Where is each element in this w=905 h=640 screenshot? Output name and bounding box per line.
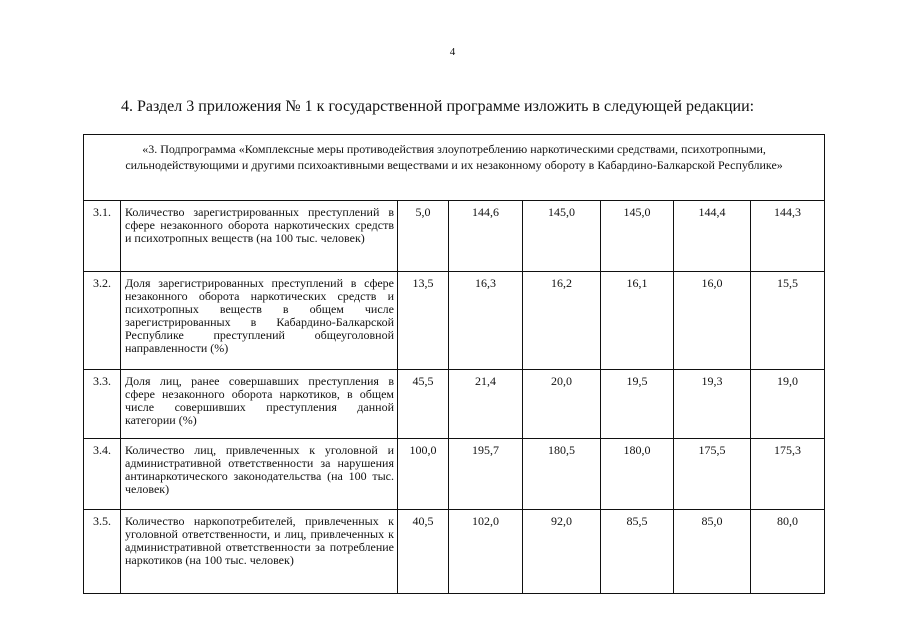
subprogram-header-row [84,135,825,201]
row-description: Количество наркопотребителей, привлеченных к уголовной ответственности, и лиц, привлеченных к административной ответственности за потребление наркотиков (на 100 тыс. человек) [121,510,398,594]
subprogram-title [84,135,825,201]
row-description: Доля зарегистрированных преступлений в сфере незаконного оборота наркотических средств и психотропных веществ в общем числе зарегистрированных в Кабардино-Балкарской Республике преступлений общеуголовной направленности (%) [121,272,398,370]
value-cell: 16,3 [449,272,523,370]
table-row [84,439,825,510]
value-cell: 16,1 [601,272,674,370]
row-number: 3.3. [84,370,121,439]
page-number: 4 [449,46,456,58]
row-number: 3.4. [84,439,121,510]
value-cell: 85,5 [601,510,674,594]
row-description: Количество зарегистрированных преступлений в сфере незаконного оборота наркотических средств и психотропных веществ (на 100 тыс. человек) [121,201,398,272]
table-row [84,510,825,594]
value-cell: 5,0 [398,201,449,272]
value-cell: 45,5 [398,370,449,439]
value-cell: 144,4 [674,201,751,272]
value-cell: 20,0 [523,370,601,439]
value-cell: 13,5 [398,272,449,370]
value-cell: 145,0 [601,201,674,272]
section-heading: 4. Раздел 3 приложения № 1 к государственной программе изложить в следующей редакции: [121,98,755,115]
value-cell: 80,0 [751,510,825,594]
value-cell: 19,3 [674,370,751,439]
value-cell: 16,2 [523,272,601,370]
value-cell: 175,5 [674,439,751,510]
subprogram-title-line-2: сильнодействующими и другими психоактивными веществами и их незаконному обороту в Кабардино-Балкарской Республике» [125,158,783,172]
table-row [84,272,825,370]
table-row [84,370,825,439]
indicators-table [83,134,825,594]
value-cell: 180,0 [601,439,674,510]
row-description: Количество лиц, привлеченных к уголовной и административной ответственности за нарушения антинаркотического законодательства (на 100 тыс. человек) [121,439,398,510]
value-cell: 180,5 [523,439,601,510]
row-description: Доля лиц, ранее совершавших преступления в сфере незаконного оборота наркотиков, в общем числе совершивших преступления данной категории (%) [121,370,398,439]
value-cell: 85,0 [674,510,751,594]
value-cell: 21,4 [449,370,523,439]
row-number: 3.5. [84,510,121,594]
value-cell: 19,0 [751,370,825,439]
value-cell: 92,0 [523,510,601,594]
value-cell: 144,3 [751,201,825,272]
row-number: 3.2. [84,272,121,370]
value-cell: 145,0 [523,201,601,272]
table-row [84,201,825,272]
value-cell: 144,6 [449,201,523,272]
value-cell: 175,3 [751,439,825,510]
value-cell: 195,7 [449,439,523,510]
value-cell: 40,5 [398,510,449,594]
value-cell: 100,0 [398,439,449,510]
value-cell: 16,0 [674,272,751,370]
value-cell: 19,5 [601,370,674,439]
value-cell: 15,5 [751,272,825,370]
subprogram-title-line-1: «3. Подпрограмма «Комплексные меры противодействия злоупотреблению наркотическими средствами, психотропными, [142,142,766,156]
value-cell: 102,0 [449,510,523,594]
row-number: 3.1. [84,201,121,272]
